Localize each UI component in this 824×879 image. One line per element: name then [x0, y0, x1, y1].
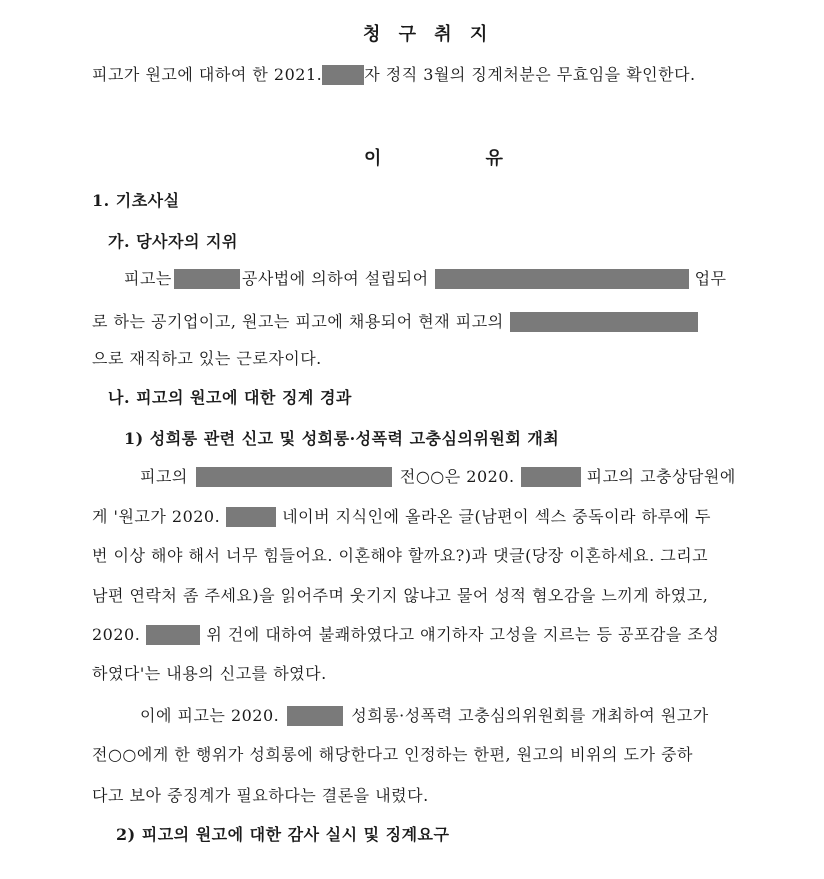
paragraph-line — [124, 268, 727, 290]
paragraph-line — [92, 311, 698, 333]
claim-text: 피고가 원고에 대하여 한 2021. — [92, 65, 323, 84]
heading-discipline-history: 나. 피고의 원고에 대한 징계 경과 — [108, 388, 352, 407]
heading-audit-request: 2) 피고의 원고에 대한 감사 실시 및 징계요구 — [116, 825, 450, 844]
redaction — [226, 507, 276, 527]
paragraph-line: 하였다'는 내용의 신고를 하였다. — [92, 664, 327, 683]
paragraph-line: 번 이상 해야 해서 너무 힘들어요. 이혼해야 할까요?)과 댓글(당장 이혼하세요. 그리고 — [92, 546, 709, 565]
text: 게 '원고가 2020. — [92, 507, 221, 526]
paragraph-line — [92, 624, 719, 646]
heading-harassment-report: 1) 성희롱 관련 신고 및 성희롱·성폭력 고충심의위원회 개최 — [124, 429, 560, 448]
paragraph-line — [92, 506, 711, 528]
claim-line — [92, 64, 696, 86]
redaction — [174, 269, 240, 289]
reason-title: 이 유 — [364, 148, 509, 169]
text: 피고의 — [140, 467, 188, 486]
text: 업무 — [694, 269, 727, 288]
redaction — [196, 467, 392, 487]
paragraph-line — [140, 705, 709, 727]
text: 피고는 — [124, 269, 172, 288]
redaction — [435, 269, 689, 289]
heading-party-status: 가. 당사자의 지위 — [108, 232, 238, 251]
text: 전○○은 2020. — [399, 467, 515, 486]
text: 성희롱·성폭력 고충심의위원회를 개최하여 원고가 — [351, 706, 709, 725]
redaction — [521, 467, 581, 487]
text: 로 하는 공기업이고, 원고는 피고에 채용되어 현재 피고의 — [92, 312, 504, 331]
paragraph-line: 전○○에게 한 행위가 성희롱에 해당한다고 인정하는 한편, 원고의 비위의 도가 중하 — [92, 745, 693, 764]
redaction — [287, 706, 343, 726]
redaction — [322, 65, 364, 85]
text: 이에 피고는 2020. — [140, 706, 280, 725]
text: 피고의 고충상담원에 — [586, 467, 736, 486]
paragraph-line: 다고 보아 중징계가 필요하다는 결론을 내렸다. — [92, 786, 429, 805]
text: 위 건에 대하여 불쾌하였다고 얘기하자 고성을 지르는 등 공포감을 조성 — [206, 625, 720, 644]
text: 네이버 지식인에 올라온 글(남편이 섹스 중독이라 하루에 두 — [282, 507, 711, 526]
heading-basic-facts: 1. 기초사실 — [92, 191, 180, 210]
section-title: 청 구 취 지 — [363, 24, 494, 45]
text: 공사법에 의하여 설립되어 — [241, 269, 429, 288]
paragraph-line: 남편 연락처 좀 주세요)을 읽어주며 웃기지 않냐고 물어 성적 혐오감을 느끼게 하였고, — [92, 586, 709, 605]
text: 2020. — [92, 625, 141, 644]
paragraph-line: 으로 재직하고 있는 근로자이다. — [92, 349, 322, 368]
paragraph-line — [140, 466, 736, 488]
claim-text: 자 정직 3월의 징계처분은 무효임을 확인한다. — [364, 65, 696, 84]
redaction — [146, 625, 200, 645]
redaction — [510, 312, 698, 332]
